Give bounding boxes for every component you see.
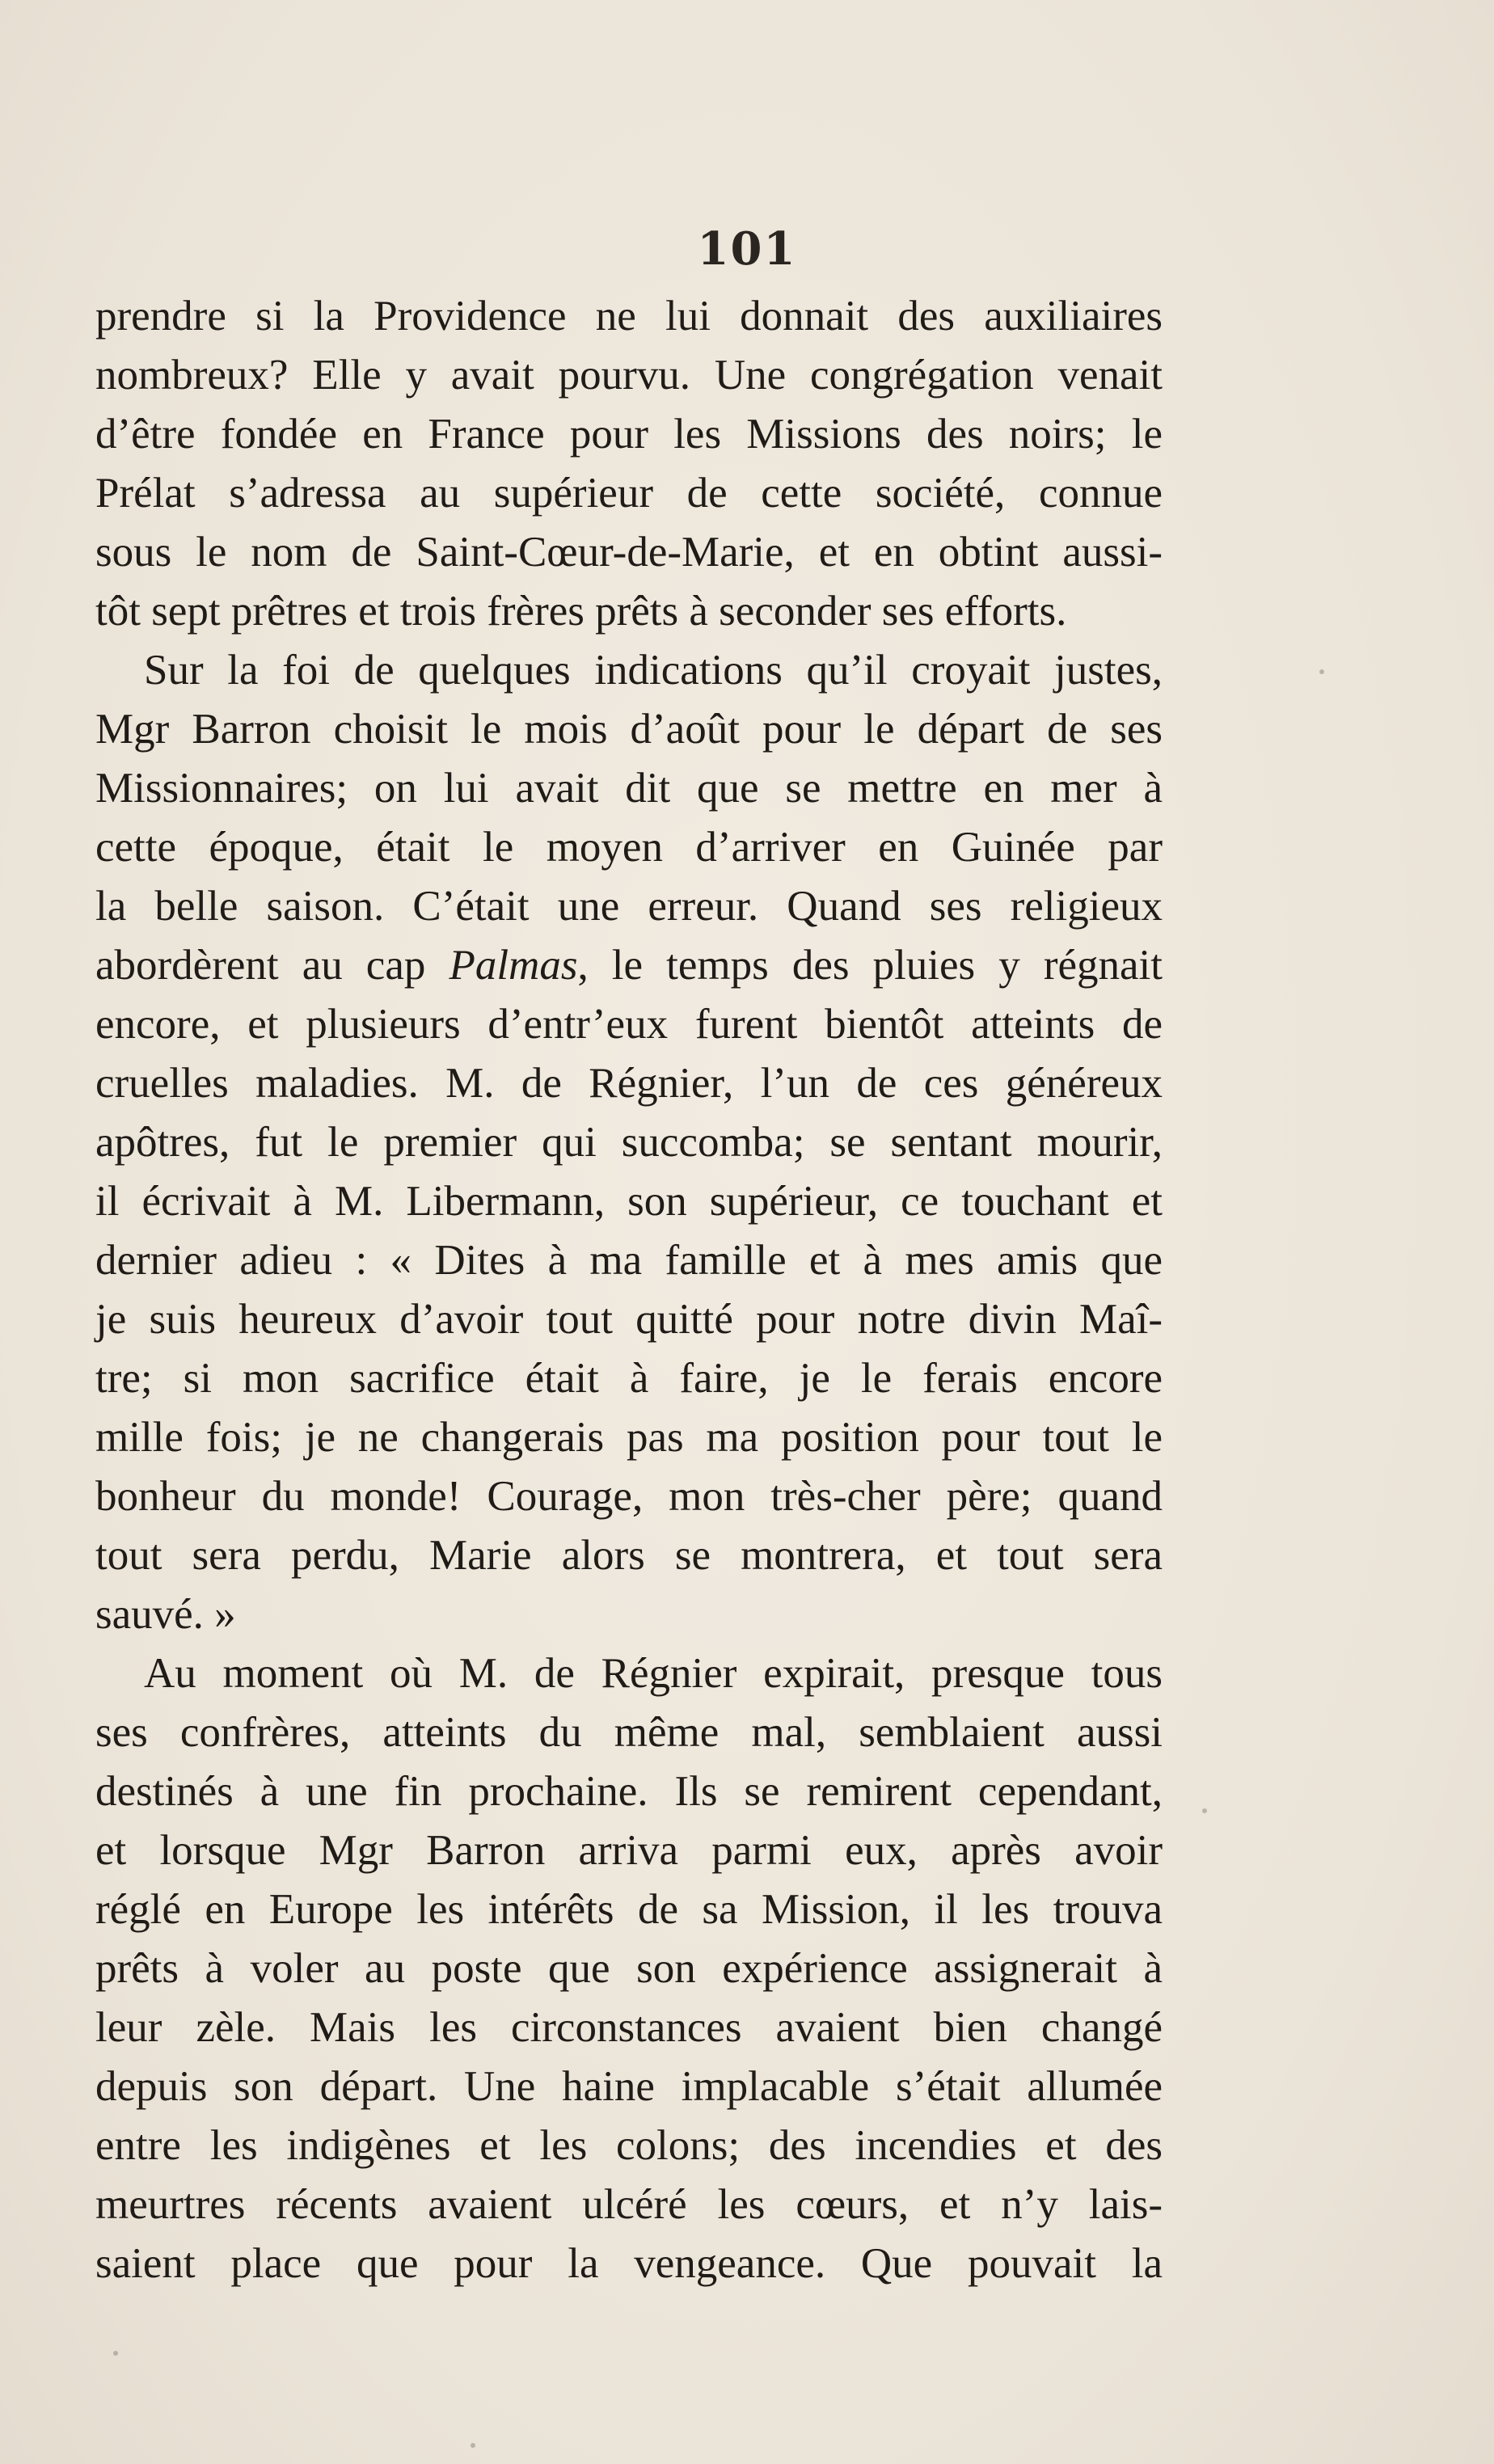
text-line: saient place que pour la vengeance. Que pouvait la — [95, 2240, 1163, 2287]
text-line: ses confrères, atteints du même mal, semblaient aussi — [95, 1709, 1163, 1756]
text-line: nombreux? Elle y avait pourvu. Une congrégation venait — [95, 352, 1163, 399]
text-line: Prélat s’adressa au supérieur de cette société, connue — [95, 470, 1163, 517]
text-line: meurtres récents avaient ulcéré les cœurs, et n’y lais- — [95, 2181, 1163, 2228]
text-line: sous le nom de Saint-Cœur-de-Marie, et en obtint aussi- — [95, 529, 1163, 576]
text-line — [95, 936, 1163, 995]
text-line-segment: , le temps des pluies y régnait — [577, 942, 1163, 989]
text-line: entre les indigènes et les colons; des incendies et des — [95, 2122, 1163, 2169]
paper-speck — [1319, 669, 1324, 674]
text-line: et lorsque Mgr Barron arriva parmi eux, après avoir — [95, 1827, 1163, 1874]
text-line: cruelles maladies. M. de Régnier, l’un de ces généreux — [95, 1060, 1163, 1107]
text-line: tre; si mon sacrifice était à faire, je le ferais encore — [95, 1355, 1163, 1402]
text-line: destinés à une fin prochaine. Ils se remirent cependant, — [95, 1768, 1163, 1815]
text-line: prêts à voler au poste que son expérience assignerait à — [95, 1945, 1163, 1992]
text-line: encore, et plusieurs d’entr’eux furent bientôt atteints de — [95, 1001, 1163, 1048]
text-line: réglé en Europe les intérêts de sa Mission, il les trouva — [95, 1886, 1163, 1933]
text-line: d’être fondée en France pour les Missions des noirs; le — [95, 411, 1163, 458]
text-line: je suis heureux d’avoir tout quitté pour notre divin Maî- — [95, 1296, 1163, 1343]
italic-place-name: Palmas — [449, 942, 578, 989]
text-line: tout sera perdu, Marie alors se montrera, et tout sera — [95, 1532, 1163, 1579]
text-line: Au moment où M. de Régnier expirait, presque tous — [144, 1650, 1163, 1697]
paper-speck — [471, 2443, 475, 2448]
text-line: tôt sept prêtres et trois frères prêts à seconder ses efforts. — [95, 588, 1067, 635]
text-line: leur zèle. Mais les circonstances avaient bien changé — [95, 2004, 1163, 2051]
text-line: dernier adieu : « Dites à ma famille et à mes amis que — [95, 1237, 1163, 1284]
paper-speck — [113, 2351, 118, 2356]
text-line: mille fois; je ne changerais pas ma position pour tout le — [95, 1414, 1163, 1461]
paper-speck — [1202, 1808, 1207, 1813]
text-line: la belle saison. C’était une erreur. Quand ses religieux — [95, 883, 1163, 930]
text-line: bonheur du monde! Courage, mon très-cher père; quand — [95, 1473, 1163, 1520]
text-line: apôtres, fut le premier qui succomba; se sentant mourir, — [95, 1119, 1163, 1166]
text-line: Sur la foi de quelques indications qu’il croyait justes, — [144, 647, 1163, 694]
text-line-segment: abordèrent au cap — [95, 942, 449, 989]
text-line: depuis son départ. Une haine implacable s’était allumée — [95, 2063, 1163, 2110]
text-line: il écrivait à M. Libermann, son supérieur, ce touchant et — [95, 1178, 1163, 1225]
text-line: Missionnaires; on lui avait dit que se mettre en mer à — [95, 765, 1163, 812]
text-line: cette époque, était le moyen d’arriver en Guinée par — [95, 824, 1163, 871]
page-number: 101 — [697, 222, 797, 276]
text-line: Mgr Barron choisit le mois d’août pour le départ de ses — [95, 706, 1163, 753]
text-line: prendre si la Providence ne lui donnait des auxiliaires — [95, 293, 1163, 340]
text-line: sauvé. » — [95, 1591, 236, 1638]
body-text — [95, 287, 1163, 2293]
